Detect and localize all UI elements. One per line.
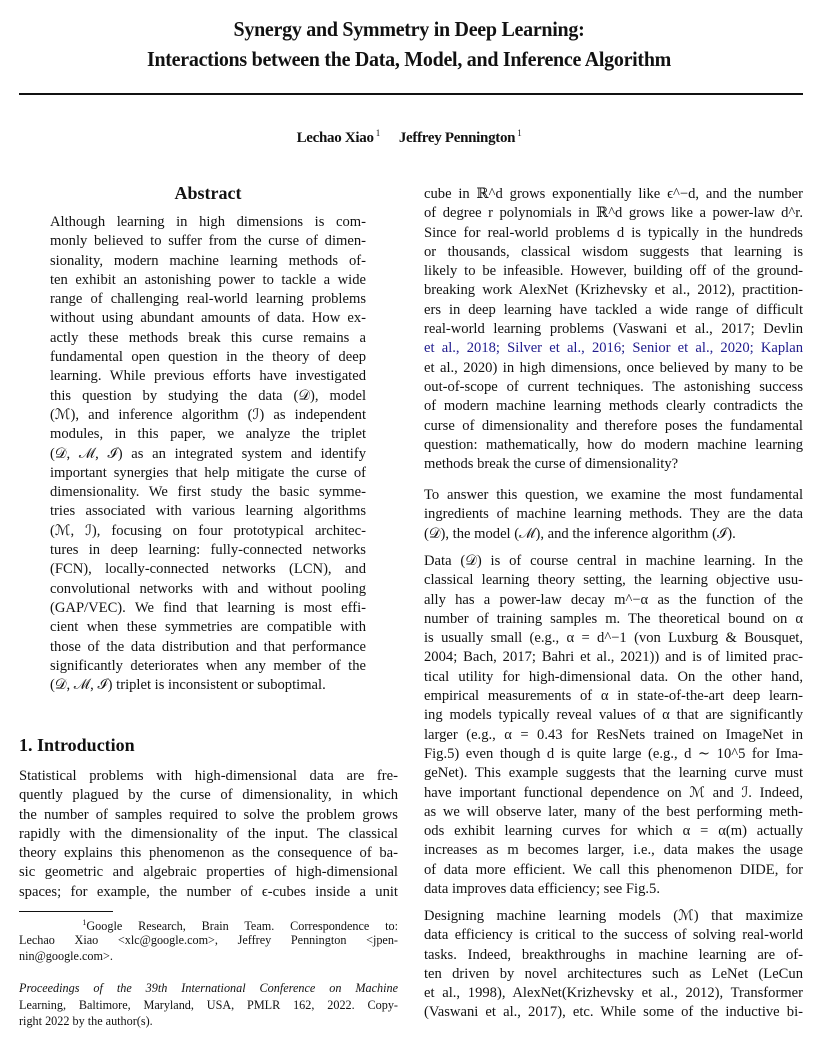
text-line: nin@google.com>. [19, 949, 113, 963]
section-heading-introduction: 1. Introduction [19, 735, 135, 755]
introduction-paragraph-2 [424, 486, 803, 544]
text-line: this question by studying the data (𝒟), model [50, 387, 366, 404]
author-name: Lechao Xiao [296, 130, 374, 146]
text-line: those of the data distribution and that performance [50, 638, 366, 655]
text-line [19, 915, 398, 932]
author-affiliation: 1 [517, 128, 522, 138]
text-line: ten driven by novel architectures such as LeNet (LeCun [424, 965, 803, 982]
text-line: larger (e.g., α = 0.43 for ResNets trained on ImageNet in [424, 726, 803, 743]
title-line-2: Interactions between the Data, Model, and Inference Algorithm [146, 47, 672, 71]
text-line: is usually small (e.g., α = d^−1 (von Luxburg & Bousquet, [424, 630, 803, 647]
footnote-rule [19, 911, 113, 912]
text-line: (𝒟), the model (ℳ), and the inference algorithm (ℐ). [424, 525, 736, 542]
text-line: of data more efficient. We call this phenomenon DIDE, for [424, 861, 803, 878]
text-line: classical learning theory setting, the learning objective usu- [424, 572, 803, 589]
proceedings-note [19, 980, 398, 1030]
text-line: (𝒟, ℳ, ℐ) as an integrated system and identify [50, 445, 366, 462]
text-line: Learning, Baltimore, Maryland, USA, PMLR 162, 2022. Copy- [19, 997, 398, 1012]
text-line: sionality, modern machine learning methods of- [50, 252, 366, 269]
text-line: tries associated with various learning algorithms [50, 503, 366, 520]
introduction-left-column [19, 767, 398, 902]
text-line: data efficiency is critical to the success of solving real-world [424, 927, 803, 944]
text-line: Fig.5) even though d is quite large (e.g., d ∼ 10^5 for Ima- [424, 745, 803, 762]
text-line: as we will observe later, many of the best performing meth- [424, 803, 803, 820]
text-line: ods exhibit learning curves for which α = α(m) actually [424, 823, 803, 840]
author-name: Jeffrey Pennington [398, 130, 516, 146]
text-line: (GAP/VEC). We find that learning is most effi- [50, 599, 366, 616]
text-line: cube in ℝ^d grows exponentially like ϵ^−d, and the number [424, 186, 803, 202]
text-line: sic geometric and algebraic properties of high-dimensional [19, 864, 398, 881]
text-line: likely to be infeasible. However, building off of the ground- [424, 263, 803, 280]
citation-line[interactable]: et al., 2018; Silver et al., 2016; Senior et al., 2020; Kaplan [424, 340, 803, 357]
text-line: real-world learning problems (Vaswani et al., 2017; Devlin [424, 321, 803, 338]
title-rule [19, 93, 803, 95]
text-line: (ℳ, ℐ), focusing on four prototypical architec- [50, 522, 366, 539]
abstract-body [50, 213, 366, 695]
text-line: rapidly with the dimensionality of the input. The classical [19, 825, 398, 842]
text-line: actly these methods break this curse remains a [50, 329, 366, 346]
text-line: dimensionality. We first study the basic symme- [50, 484, 366, 501]
text-line: ten exhibit an astonishing power to tackle a wide [50, 271, 366, 288]
text-line: methods break the curse of dimensionality? [424, 456, 679, 473]
text-line: theory explains this phenomenon as the consequence of ba- [19, 845, 398, 862]
text-line: of degree r polynomials in ℝ^d grows like a power-law d^r. [424, 205, 803, 222]
text-line: ing models typically reveal values of α that are significantly [424, 707, 803, 724]
text-line: have important functional dependence on ℳ and ℐ. Indeed, [424, 784, 803, 801]
text-line: Proceedings of the 39th International Conference on Machine [19, 981, 398, 995]
text-line: monly believed to suffer from the curse of dimen- [50, 233, 366, 250]
text-line: cient when these symmetries are compatible with [50, 619, 366, 636]
text-line: Since for real-world problems d is typically in the hundreds [424, 224, 803, 241]
footnote-marker: 1 [82, 918, 87, 927]
text-line: tical utility for high-dimensional data. On the other hand, [424, 668, 803, 685]
text-line: breaking work AlexNet (Krizhevsky et al., 2012), practition- [424, 282, 803, 299]
text-line: number of training samples m. The theoretical bound on α [424, 610, 803, 627]
text-line: et al., 2020) in high dimensions, once believed by many to be [424, 359, 803, 376]
paper-title [0, 14, 818, 74]
text-line: (ℳ), and inference algorithm (ℐ) as independent [50, 406, 366, 423]
text-line: Lechao Xiao <xlc@google.com>, Jeffrey Pennington <jpen- [19, 932, 398, 947]
text-line: Designing machine learning models (ℳ) that maximize [424, 908, 803, 924]
text-line: the number of samples required to solve the problem grows [19, 806, 398, 823]
text-line: or thousands, classical wisdom suggests that learning is [424, 243, 803, 260]
text-line: tasks. Indeed, breakthroughs in machine learning are of- [424, 946, 803, 963]
introduction-paragraph-4 [424, 907, 803, 1023]
author-affiliation: 1 [375, 128, 380, 138]
text-line: right 2022 by the author(s). [19, 1014, 153, 1028]
text-line: geNet). This example suggests that the learning curve must [424, 765, 803, 782]
text-line: tures in deep learning: fully-connected networks [50, 542, 366, 559]
text-line: Data (𝒟) is of course central in machine learning. In the [424, 553, 803, 569]
text-line: important synergies that help mitigate the curse of [50, 464, 366, 481]
text-line: ers in deep learning have tackled a wide range of difficult [424, 301, 803, 318]
text-line: out-of-scope of current techniques. The astonishing success [424, 378, 803, 395]
text-line: Statistical problems with high-dimensional data are fre- [19, 768, 398, 784]
text-line: without using abundant amounts of data. How ex- [50, 310, 366, 327]
text-line: modules, in this paper, we analyze the triplet [50, 426, 366, 443]
text-line: ally has a power-law decay m^−α as the function of the [424, 591, 803, 608]
introduction-paragraph-1 [424, 185, 803, 474]
text-line: et al., 1998), AlexNet(Krizhevsky et al., 2012), Transformer [424, 985, 803, 1002]
text-line: curse of dimensionality and therefore poses the fundamental [424, 417, 803, 434]
text-line: fundamental open question in the theory of deep [50, 349, 366, 366]
text-line: of modern machine learning methods clearly contradicts the [424, 398, 803, 415]
text-line: learning. While previous efforts have investigated [50, 368, 366, 385]
text-line: (FCN), locally-connected networks (LCN), and [50, 561, 366, 578]
text-line: empirical measurements of α in state-of-the-art deep learn- [424, 688, 803, 705]
text-line: convolutional networks with and without pooling [50, 580, 366, 597]
text-line: quently plagued by the curse of dimensionality, in which [19, 787, 398, 804]
author-list [0, 128, 818, 147]
text-line: To answer this question, we examine the most fundamental [424, 487, 803, 503]
text-line: spaces; for example, the number of ϵ-cubes inside a unit [19, 883, 398, 900]
title-line-1: Synergy and Symmetry in Deep Learning: [233, 17, 585, 41]
text-line: (𝒟, ℳ, ℐ) triplet is inconsistent or suboptimal. [50, 677, 326, 694]
affiliation-footnote [19, 915, 398, 965]
text-line: Although learning in high dimensions is com- [50, 214, 366, 230]
text-line: significantly deteriorates when any member of the [50, 657, 366, 674]
footnote-text: Google Research, Brain Team. Correspondence to: [86, 919, 399, 934]
introduction-paragraph-3 [424, 552, 803, 899]
text-line: data improves data efficiency; see Fig.5. [424, 881, 660, 898]
text-line: question: mathematically, how do modern machine learning [424, 436, 803, 453]
abstract-heading: Abstract [174, 183, 242, 203]
text-line: (Vaswani et al., 2017), etc. While some of the inductive bi- [424, 1004, 803, 1021]
text-line: 2004; Bach, 2017; Bahri et al., 2021)) and is of limited prac- [424, 649, 803, 666]
text-line: ingredients of machine learning methods. They are the data [424, 506, 803, 523]
text-line: range of challenging real-world learning problems [50, 291, 366, 308]
text-line: increases as m becomes larger, i.e., data makes the usage [424, 842, 803, 859]
